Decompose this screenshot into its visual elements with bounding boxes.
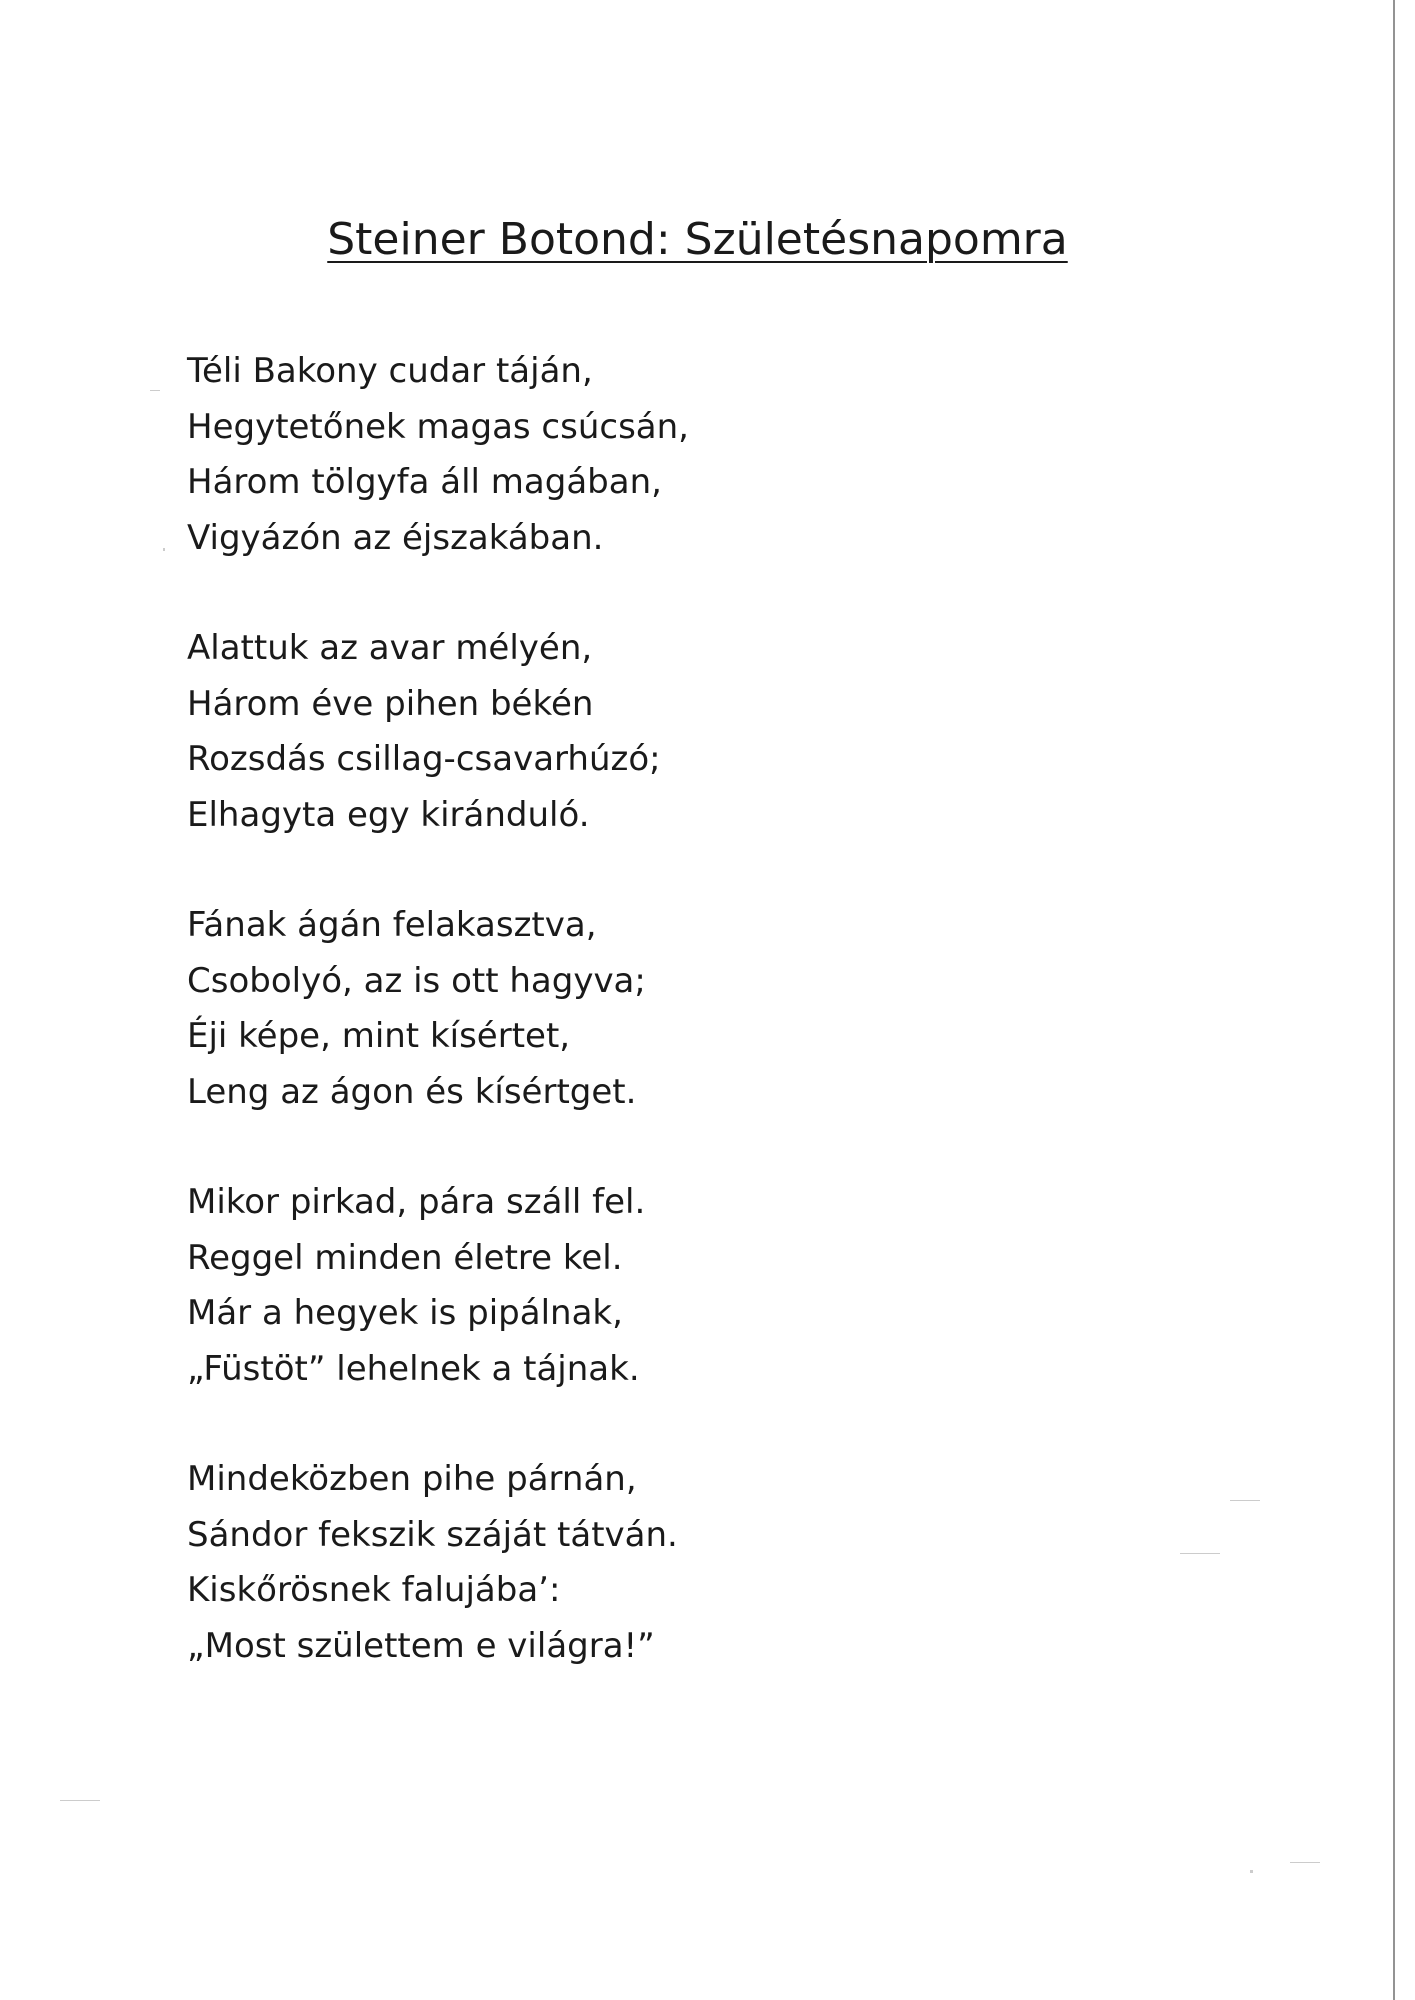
poem-line: Három éve pihen békén [187,683,594,724]
scan-speck [1180,1553,1220,1554]
scan-speck [1290,1862,1320,1863]
poem-line: „Most születtem e világra!” [187,1625,655,1666]
poem-line: Csobolyó, az is ott hagyva; [187,960,646,1001]
poem-line: Már a hegyek is pipálnak, [187,1293,623,1333]
poem-line: Leng az ágon és kísértget. [187,1071,637,1112]
scan-speck [60,1800,100,1801]
scan-edge-line [1393,0,1395,2000]
poem-line: Reggel minden életre kel. [187,1237,623,1278]
poem-line: Fának ágán felakasztva, [187,905,597,945]
poem-line: Elhagyta egy kiránduló. [187,794,590,835]
scan-speck [150,390,160,391]
poem-line: Rozsdás csillag-csavarhúzó; [187,739,661,779]
poem-line: Vigyázón az éjszakában. [187,517,604,558]
stanza-3 [187,898,1187,1120]
stanza-4 [187,1175,1187,1397]
scan-speck [163,548,165,551]
scan-speck [1250,1870,1253,1873]
poem-line: Három tölgyfa áll magában, [187,462,662,502]
scan-speck [1230,1500,1260,1501]
poem-line: Hegytetőnek magas csúcsán, [187,406,689,447]
stanza-5 [187,1452,1187,1674]
stanza-1 [187,344,1187,566]
poem-line: Mindeközben pihe párnán, [187,1459,637,1499]
poem-line: Kiskőrösnek falujába’: [187,1570,561,1610]
poem-line: Sándor fekszik száját tátván. [187,1514,678,1555]
poem-line: Mikor pirkad, pára száll fel. [187,1182,646,1222]
poem-line: Éji képe, mint kísértet, [187,1016,571,1056]
poem-line: Alattuk az avar mélyén, [187,628,593,668]
poem-line: Téli Bakony cudar táján, [187,351,593,391]
stanza-2 [187,621,1187,843]
poem-title: Steiner Botond: Születésnapomra [327,214,1068,265]
poem-body [187,344,1187,1729]
poem-line: „Füstöt” lehelnek a tájnak. [187,1348,640,1389]
